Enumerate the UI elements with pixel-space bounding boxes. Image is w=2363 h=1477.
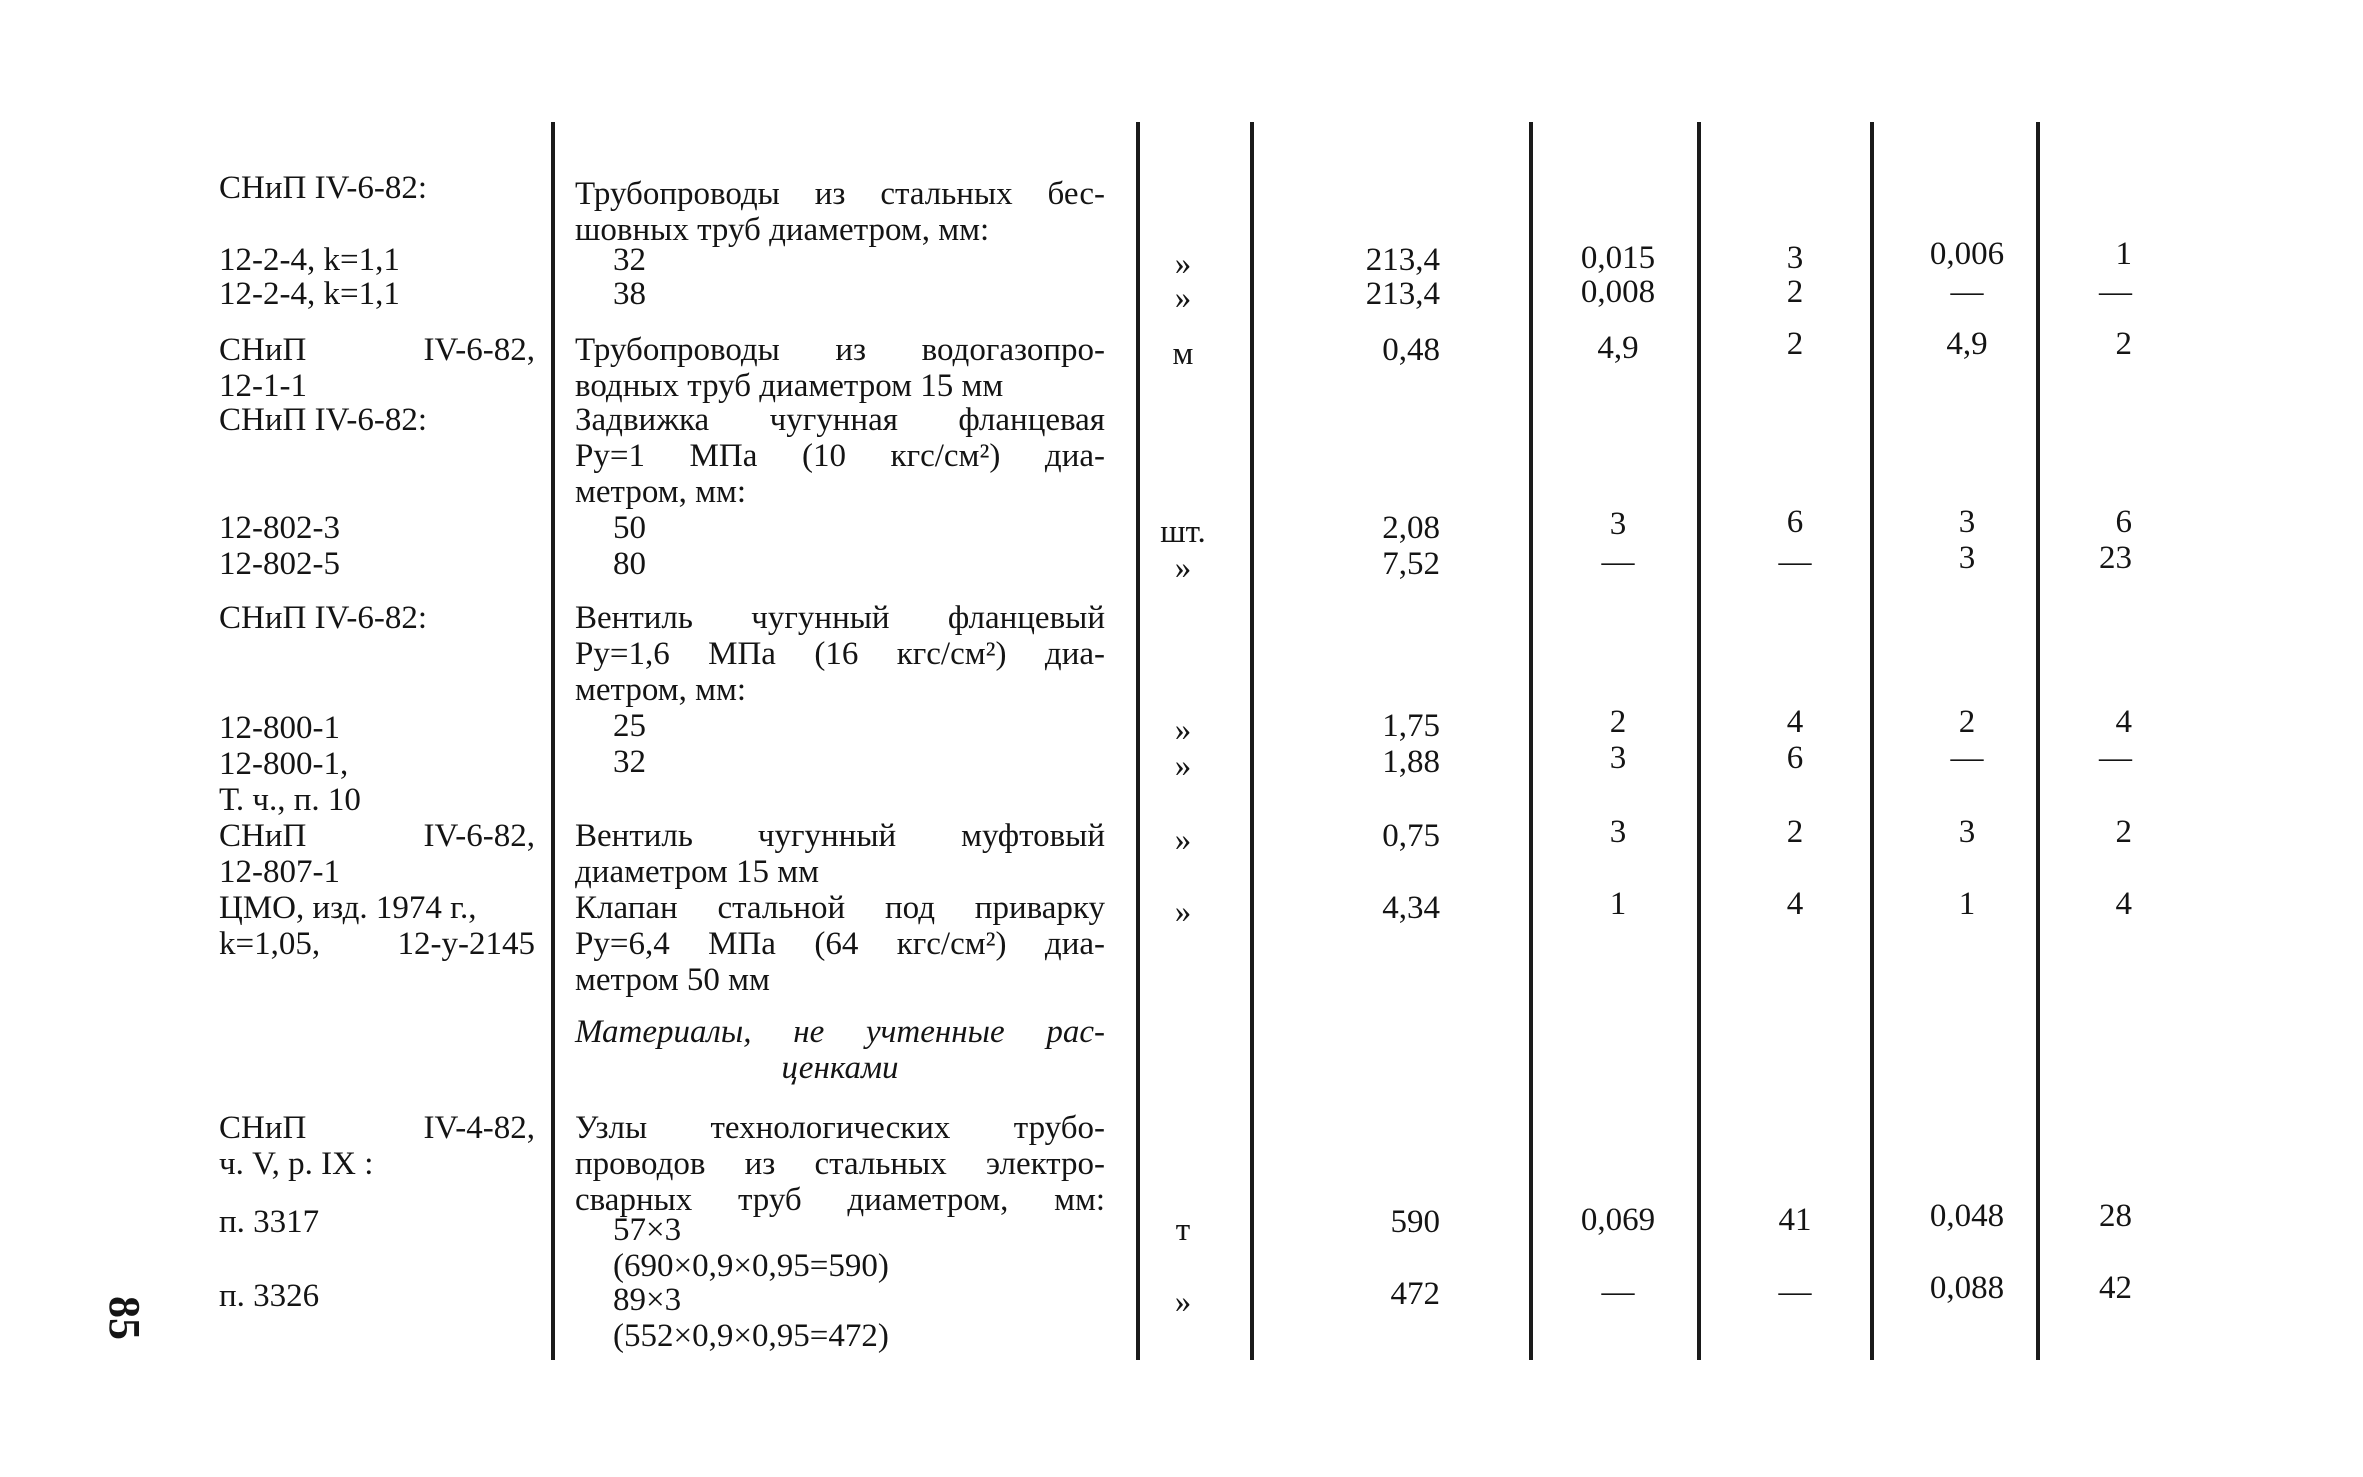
section-heading-line: ценками [781, 1050, 899, 1086]
value-cell: — [1601, 1274, 1635, 1310]
ref-cell: СНиП IV-6-82, [219, 332, 535, 368]
ref-cell: СНиП IV-6-82: [219, 402, 428, 438]
desc-cell: Трубопроводы из водогазопро- [575, 332, 1105, 368]
desc-cell: диаметром 15 мм [575, 854, 819, 890]
value-cell: 23 [2099, 540, 2132, 576]
desc-cell: проводов из стальных электро- [575, 1146, 1105, 1182]
desc-cell: Pу=6,4 МПа (64 кгс/см²) диа- [575, 926, 1105, 962]
value-cell: 41 [1778, 1202, 1812, 1238]
value-cell: 7,52 [1382, 546, 1440, 582]
value-cell: 6 [1786, 504, 1804, 540]
desc-cell: Вентиль чугунный муфтовый [575, 818, 1105, 854]
value-cell: 3 [1609, 814, 1627, 850]
desc-cell: Узлы технологических трубо- [575, 1110, 1105, 1146]
unit-cell: шт. [1160, 514, 1206, 550]
unit-cell: » [1174, 822, 1192, 858]
ref-cell: k=1,05, 12-у-2145 [219, 926, 535, 962]
desc-cell: метром 50 мм [575, 962, 770, 998]
value-cell: 2 [1958, 704, 1976, 740]
ref-cell: 12-807-1 [219, 854, 340, 890]
value-cell: 0,088 [1929, 1270, 2005, 1306]
value-cell: 0,008 [1580, 274, 1656, 310]
ref-cell: 12-2-4, k=1,1 [219, 276, 400, 312]
value-cell: 2 [1786, 814, 1804, 850]
value-cell: 4 [1786, 886, 1804, 922]
value-cell: 1,88 [1382, 744, 1440, 780]
value-cell: 2 [1609, 704, 1627, 740]
value-cell: 42 [2099, 1270, 2132, 1306]
size-cell: 32 [613, 744, 646, 780]
size-cell: 32 [613, 242, 646, 278]
desc-cell: сварных труб диаметром, мм: [575, 1182, 1105, 1218]
value-cell: — [1778, 544, 1812, 580]
value-cell: 6 [2115, 504, 2132, 540]
ref-cell: 12-802-5 [219, 546, 340, 582]
value-cell: 0,48 [1382, 332, 1440, 368]
desc-cell: водных труб диаметром 15 мм [575, 368, 1004, 404]
value-cell: 2 [2115, 326, 2132, 362]
unit-cell: » [1174, 712, 1192, 748]
desc-cell: Pу=1,6 МПа (16 кгс/см²) диа- [575, 636, 1105, 672]
value-cell: 2 [2115, 814, 2132, 850]
value-cell: — [2099, 740, 2132, 776]
ref-cell: СНиП IV-6-82, [219, 818, 535, 854]
column-rule-1 [551, 122, 555, 1360]
unit-cell: м [1172, 336, 1194, 372]
value-cell: 2,08 [1382, 510, 1440, 546]
value-cell: 3 [1958, 540, 1976, 576]
value-cell: 2 [1786, 326, 1804, 362]
size-cell: 80 [613, 546, 646, 582]
ref-cell: СНиП IV-6-82: [219, 170, 428, 206]
value-cell: 4,9 [1597, 330, 1639, 366]
size-cell: 89×3 [613, 1282, 682, 1318]
ref-cell: СНиП IV-4-82, [219, 1110, 535, 1146]
value-cell: — [2099, 274, 2132, 310]
unit-cell: » [1174, 280, 1192, 316]
value-cell: 1 [2115, 236, 2132, 272]
calc-cell: (690×0,9×0,95=590) [613, 1248, 889, 1284]
column-rule-2 [1136, 122, 1140, 1360]
value-cell: — [1601, 544, 1635, 580]
value-cell: — [1778, 1274, 1812, 1310]
value-cell: 4,34 [1382, 890, 1440, 926]
unit-cell: » [1174, 246, 1192, 282]
desc-cell: шовных труб диаметром, мм: [575, 212, 990, 248]
ref-cell: ЦМО, изд. 1974 г., [219, 890, 477, 926]
value-cell: 213,4 [1365, 276, 1440, 312]
desc-cell: Задвижка чугунная фланцевая [575, 402, 1105, 438]
desc-cell: Трубопроводы из стальных бес- [575, 176, 1105, 212]
unit-cell: » [1174, 894, 1192, 930]
value-cell: 1 [1609, 886, 1627, 922]
ref-cell: 12-1-1 [219, 368, 307, 404]
value-cell: 3 [1786, 240, 1804, 276]
section-heading-line: Материалы, не учтенные рас- [575, 1014, 1105, 1050]
value-cell: 3 [1958, 814, 1976, 850]
ref-cell: ч. V, р. IX : [219, 1146, 374, 1182]
value-cell: 213,4 [1365, 242, 1440, 278]
value-cell: 0,75 [1382, 818, 1440, 854]
value-cell: 4 [2115, 886, 2132, 922]
value-cell: 472 [1390, 1276, 1440, 1312]
desc-cell: Pу=1 МПа (10 кгс/см²) диа- [575, 438, 1105, 474]
calc-cell: (552×0,9×0,95=472) [613, 1318, 889, 1354]
size-cell: 50 [613, 510, 646, 546]
value-cell: — [1950, 274, 1984, 310]
size-cell: 38 [613, 276, 646, 312]
ref-cell: 12-2-4, k=1,1 [219, 242, 400, 278]
ref-cell: 12-800-1, [219, 746, 349, 782]
desc-cell: Клапан стальной под приварку [575, 890, 1105, 926]
unit-cell: » [1174, 550, 1192, 586]
value-cell: 3 [1958, 504, 1976, 540]
desc-cell: Вентиль чугунный фланцевый [575, 600, 1105, 636]
value-cell: — [1950, 740, 1984, 776]
ref-cell: СНиП IV-6-82: [219, 600, 428, 636]
unit-cell: » [1174, 748, 1192, 784]
ref-cell: 12-802-3 [219, 510, 340, 546]
value-cell: 1 [1958, 886, 1976, 922]
value-cell: 2 [1786, 274, 1804, 310]
value-cell: 3 [1609, 506, 1627, 542]
value-cell: 6 [1786, 740, 1804, 776]
unit-cell: » [1174, 1284, 1192, 1320]
value-cell: 3 [1609, 740, 1627, 776]
value-cell: 4 [1786, 704, 1804, 740]
value-cell: 0,006 [1929, 236, 2005, 272]
size-cell: 25 [613, 708, 646, 744]
unit-cell: т [1175, 1212, 1191, 1248]
ref-cell: Т. ч., п. 10 [219, 782, 361, 818]
ref-cell: 12-800-1 [219, 710, 340, 746]
value-cell: 1,75 [1382, 708, 1440, 744]
ref-cell: п. 3317 [219, 1204, 320, 1240]
desc-cell: метром, мм: [575, 474, 747, 510]
value-cell: 4,9 [1946, 326, 1988, 362]
desc-cell: метром, мм: [575, 672, 747, 708]
page-number: 85 [100, 1296, 149, 1340]
value-cell: 0,015 [1580, 240, 1656, 276]
size-cell: 57×3 [613, 1212, 682, 1248]
value-cell: 0,069 [1580, 1202, 1656, 1238]
value-cell: 590 [1390, 1204, 1440, 1240]
value-cell: 4 [2115, 704, 2132, 740]
value-cell: 28 [2099, 1198, 2132, 1234]
value-cell: 0,048 [1929, 1198, 2005, 1234]
ref-cell: п. 3326 [219, 1278, 320, 1314]
